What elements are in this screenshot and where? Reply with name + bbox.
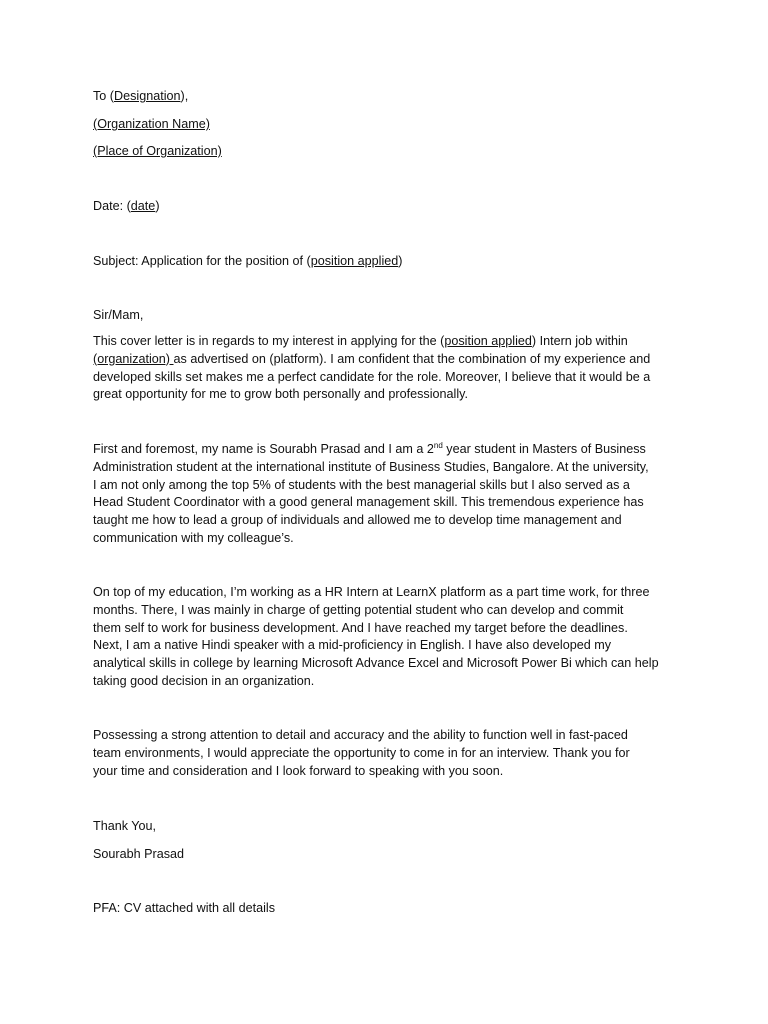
recipient-designation-line [93, 87, 188, 105]
paragraph-line: communication with my colleague’s. [93, 530, 294, 545]
date-label: Date: ( [93, 199, 131, 213]
date-close: ) [155, 199, 160, 213]
paragraph-line: taught me how to lead a group of individuals and allowed me to develop time management and [93, 513, 622, 528]
paragraph-line: First and foremost, my name is Sourabh Prasad and I am a 2nd year student in Masters of Business [93, 441, 646, 456]
date-placeholder: date [130, 199, 156, 213]
paragraph-closing [93, 727, 678, 780]
paragraph-introduction [93, 441, 678, 548]
paragraph-line: Possessing a strong attention to detail and accuracy and the ability to function well in fast-paced [93, 728, 628, 742]
paragraph-line: I am not only among the top 5% of students with the best managerial skills but I also served as a [93, 477, 630, 492]
date-line [93, 197, 160, 215]
paragraph-line: analytical skills in college by learning Microsoft Advance Excel and Microsoft Power Bi which can help [93, 656, 659, 671]
paragraph-line: Administration student at the international institute of Business Studies, Bangalore. At the university, [93, 459, 649, 474]
paragraph-line: On top of my education, I’m working as a HR Intern at LearnX platform as a part time work, for three [93, 585, 650, 599]
position-placeholder: position applied [444, 334, 532, 348]
salutation: Sir/Mam, [93, 308, 144, 322]
to-suffix: ), [180, 89, 189, 103]
paragraph-line: developed skills set makes me a perfect candidate for the role. Moreover, I believe that it would be a [93, 369, 651, 384]
place-of-organization: (Place of Organization) [93, 144, 222, 158]
subject-placeholder: position applied [310, 254, 399, 268]
subject-line [93, 252, 402, 270]
organization-placeholder: (organization) [93, 351, 174, 366]
paragraph-line: (organization) as advertised on (platform). I am confident that the combination of my experience and [93, 351, 651, 366]
paragraph-line: your time and consideration and I look forward to speaking with you soon. [93, 763, 504, 778]
attachment-note: PFA: CV attached with all details [93, 901, 276, 915]
signature-name: Sourabh Prasad [93, 847, 185, 861]
to-prefix: To ( [93, 89, 114, 103]
subject-close: ) [398, 254, 403, 268]
paragraph-line: team environments, I would appreciate the opportunity to come in for an interview. Thank you for [93, 745, 630, 760]
ordinal-suffix: nd [433, 441, 443, 450]
organization-name: (Organization Name) [93, 117, 210, 131]
paragraph-line: Next, I am a native Hindi speaker with a mid-proficiency in English. I have also developed my [93, 638, 611, 653]
paragraph-line: Head Student Coordinator with a good general management skill. This tremendous experience has [93, 495, 644, 510]
subject-label: Subject: Application for the position of ( [93, 254, 311, 268]
paragraph-line: them self to work for business development. And I have reached my target before the deadlines. [93, 620, 628, 635]
paragraph-interest [93, 333, 678, 404]
paragraph-line: This cover letter is in regards to my interest in applying for the (position applied) Intern job within [93, 334, 628, 348]
paragraph-experience [93, 584, 678, 691]
paragraph-line: taking good decision in an organization. [93, 673, 315, 688]
designation-placeholder: Designation [114, 89, 181, 103]
closing-phrase: Thank You, [93, 819, 157, 833]
paragraph-line: great opportunity for me to grow both personally and professionally. [93, 387, 468, 402]
paragraph-line: months. There, I was mainly in charge of getting potential student who can develop and commit [93, 602, 624, 617]
